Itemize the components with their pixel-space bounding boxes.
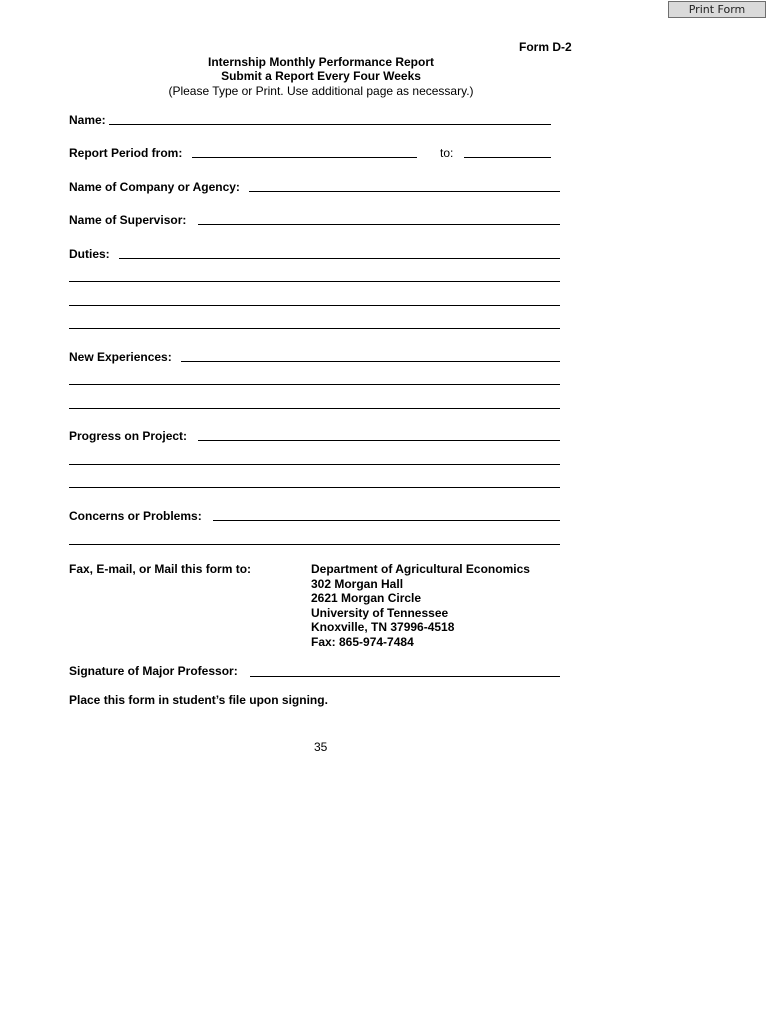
progress-field[interactable] [198, 440, 560, 441]
address-fax: Fax: 865-974-7484 [311, 635, 414, 649]
duties-line[interactable] [69, 281, 560, 282]
progress-line[interactable] [69, 464, 560, 465]
address-department: Department of Agricultural Economics [311, 562, 530, 576]
duties-line[interactable] [69, 305, 560, 306]
new-experiences-label: New Experiences: [69, 350, 172, 364]
new-experiences-line[interactable] [69, 384, 560, 385]
duties-field[interactable] [119, 258, 560, 259]
supervisor-label: Name of Supervisor: [69, 213, 187, 227]
company-label: Name of Company or Agency: [69, 180, 240, 194]
concerns-label: Concerns or Problems: [69, 509, 202, 523]
address-line: University of Tennessee [311, 606, 449, 620]
company-field[interactable] [249, 191, 560, 192]
form-id: Form D-2 [519, 40, 572, 54]
new-experiences-line[interactable] [69, 408, 560, 409]
duties-line[interactable] [69, 328, 560, 329]
address-line: 2621 Morgan Circle [311, 591, 422, 605]
address-line: Knoxville, TN 37996-4518 [311, 620, 455, 634]
form-title: Internship Monthly Performance Report [207, 55, 435, 69]
progress-label: Progress on Project: [69, 429, 188, 443]
report-period-to-field[interactable] [464, 157, 551, 158]
progress-line[interactable] [69, 487, 560, 488]
new-experiences-field[interactable] [181, 361, 560, 362]
form-instructions: (Please Type or Print. Use additional page as necessary.) [168, 84, 474, 98]
signature-label: Signature of Major Professor: [69, 664, 238, 678]
report-period-from-label: Report Period from: [69, 146, 183, 160]
supervisor-field[interactable] [198, 224, 560, 225]
signature-field[interactable] [250, 676, 560, 677]
print-form-button[interactable]: Print Form [668, 1, 766, 18]
concerns-field[interactable] [213, 520, 560, 521]
footer-note: Place this form in student’s file upon signing. [69, 693, 328, 707]
name-label: Name: [69, 113, 106, 127]
concerns-line[interactable] [69, 544, 560, 545]
report-period-from-field[interactable] [192, 157, 417, 158]
name-field[interactable] [109, 124, 551, 125]
report-period-to-label: to: [440, 146, 454, 160]
page-number: 35 [314, 740, 328, 754]
send-to-label: Fax, E-mail, or Mail this form to: [69, 562, 252, 576]
address-line: 302 Morgan Hall [311, 577, 404, 591]
duties-label: Duties: [69, 247, 110, 261]
form-subtitle: Submit a Report Every Four Weeks [221, 69, 421, 83]
